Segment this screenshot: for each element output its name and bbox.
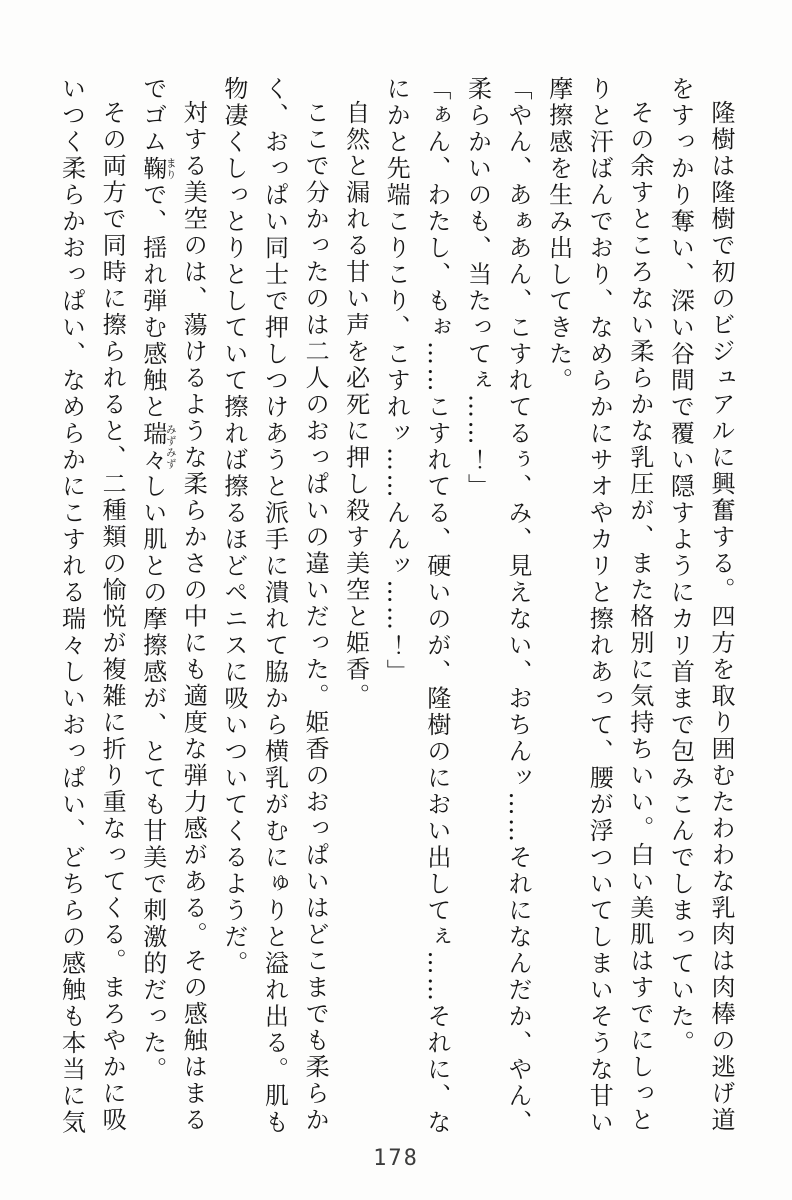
ruby-annotated-word: 瑞々みずみず: [138, 420, 177, 474]
narrative-paragraph: 対する美空のは、蕩けるような柔らかさの中にも適度な弾力感がある。その感触はまるでゴム鞠まりで、揺れ弾む感触と瑞々みずみずしい肌との摩擦感が、とても甘美で刺激的だった。: [138, 76, 208, 1134]
ruby-annotated-word: 鞠まり: [138, 155, 177, 182]
dialogue-paragraph: 「ぁん、わたし、もぉ……こすれてる、硬いのが、隆樹のにおい出してぇ……それに、なにかと先端こりこり、こすれッ……んんッ……！」: [382, 76, 451, 1136]
page-number: 178: [373, 1146, 419, 1171]
narrative-paragraph: ここで分かったのは二人のおっぱいの違いだった。姫香のおっぱいはどこまでも柔らかく、おっぱい同士で押しつけあうと派手に潰れて脇から横乳がむにゅりと溢れ出る。肌も物凄くしっとりとしていて擦れば擦るほどペニスに吸いついてくるようだ。: [219, 76, 330, 1136]
dialogue-paragraph: 「やん、あぁあん、こすれてるぅ、み、見えない、おちんッ……それになんだか、やん、柔らかいのも、当たってぇ……！」: [463, 76, 533, 1136]
narrative-paragraph: その両方で同時に擦られると、二種類の愉悦が複雑に折り重なってくる。まろやかに吸いつく柔らかおっぱい、なめらかにこすれる瑞々しいおっぱい、どちらの感触も本当に気: [57, 76, 127, 1136]
novel-text: [51, 76, 741, 1138]
narrative-paragraph: その余すところない柔らかな乳圧が、また格別に気持ちいい。白い美肌はすでにしっとりと汗ばんでおり、なめらかにサオやカリと擦れあって、腰が浮ついてしまいそうな甘い摩擦感を生み出してきた。: [544, 76, 654, 1136]
narrative-paragraph: 自然と漏れる甘い声を必死に押し殺す美空と姫香。: [341, 100, 370, 710]
narrative-paragraph: 隆樹は隆樹で初のビジュアルに興奮する。四方を取り囲むたわわな乳肉は肉棒の逃げ道をすっかり奪い、深い谷間で覆い隠すようにカリ首まで包みこんでしまっていた。: [666, 76, 735, 1134]
